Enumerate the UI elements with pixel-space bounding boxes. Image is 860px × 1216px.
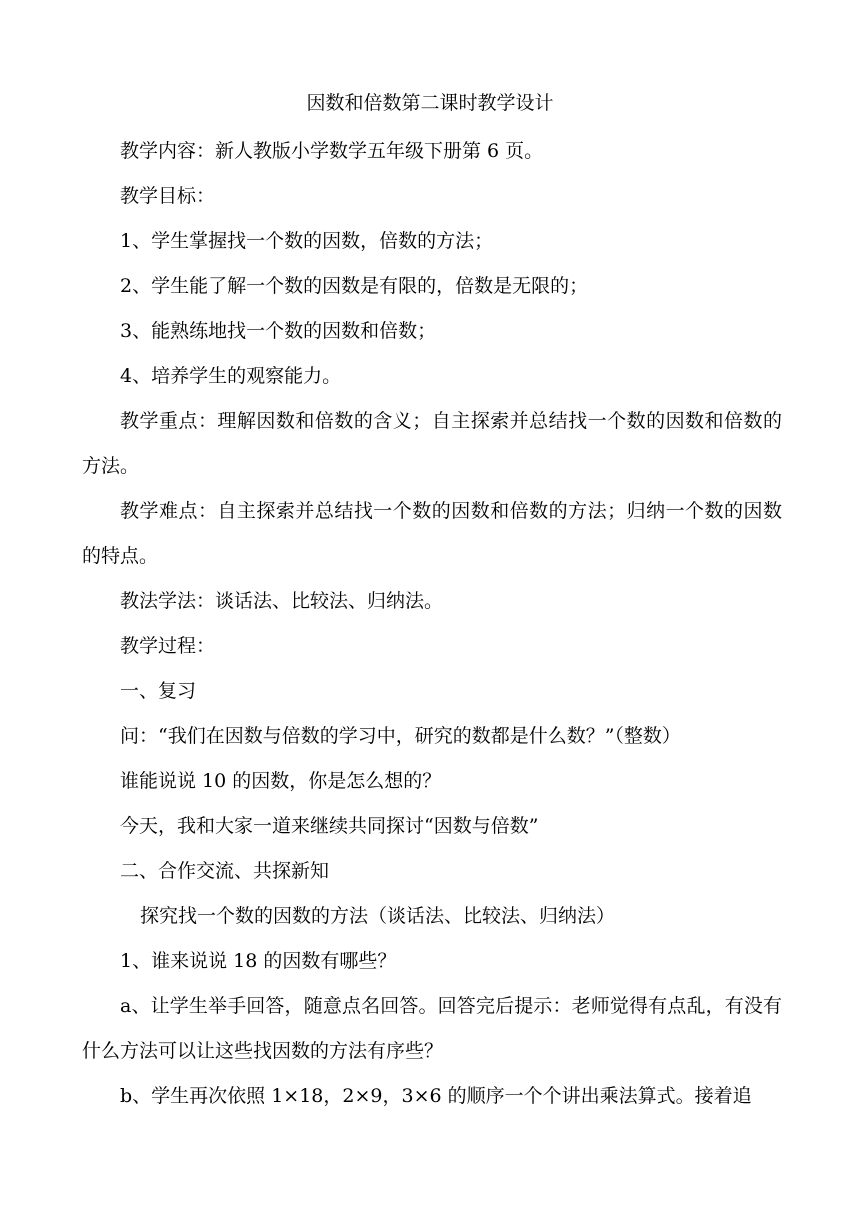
review-intro: 今天，我和大家一道来继续共同探讨“因数与倍数” — [120, 815, 539, 837]
review-question-1: 问：“我们在因数与倍数的学习中，研究的数都是什么数？”（整数） — [120, 725, 681, 747]
section-new-knowledge-heading: 二、合作交流、共探新知 — [120, 860, 330, 882]
key-points-paragraph: 教学重点：理解因数和倍数的含义；自主探索并总结找一个数的因数和倍数的方法。 — [82, 410, 782, 477]
step-1: 1、谁来说说 18 的因数有哪些？ — [120, 950, 397, 972]
difficulties-paragraph: 教学难点：自主探索并总结找一个数的因数和倍数的方法；归纳一个数的因数的特点。 — [82, 500, 782, 567]
explore-method-line: 探究找一个数的因数的方法（谈话法、比较法、归纳法） — [140, 905, 616, 927]
goal-2: 2、学生能了解一个数的因数是有限的，倍数是无限的； — [120, 275, 589, 297]
step-b: b、学生再次依照 1×18，2×9，3×6 的顺序一个个讲出乘法算式。接着追 — [120, 1085, 752, 1107]
section-review-heading: 一、复习 — [120, 680, 197, 702]
goal-3: 3、能熟练地找一个数的因数和倍数； — [120, 320, 437, 342]
document-title: 因数和倍数第二课时教学设计 — [306, 92, 554, 114]
process-heading: 教学过程： — [120, 635, 216, 657]
review-question-2: 谁能说说 10 的因数，你是怎么想的？ — [120, 770, 442, 792]
goals-heading: 教学目标： — [120, 185, 216, 207]
teaching-content: 教学内容：新人教版小学数学五年级下册第 6 页。 — [120, 140, 544, 162]
goal-4: 4、培养学生的观察能力。 — [120, 365, 342, 387]
methods-line: 教法学法：谈话法、比较法、归纳法。 — [120, 590, 444, 612]
goal-1: 1、学生掌握找一个数的因数，倍数的方法； — [120, 230, 494, 252]
step-a-paragraph: a、让学生举手回答，随意点名回答。回答完后提示：老师觉得有点乱，有没有什么方法可以让这些找因数的方法有序些？ — [82, 995, 782, 1062]
